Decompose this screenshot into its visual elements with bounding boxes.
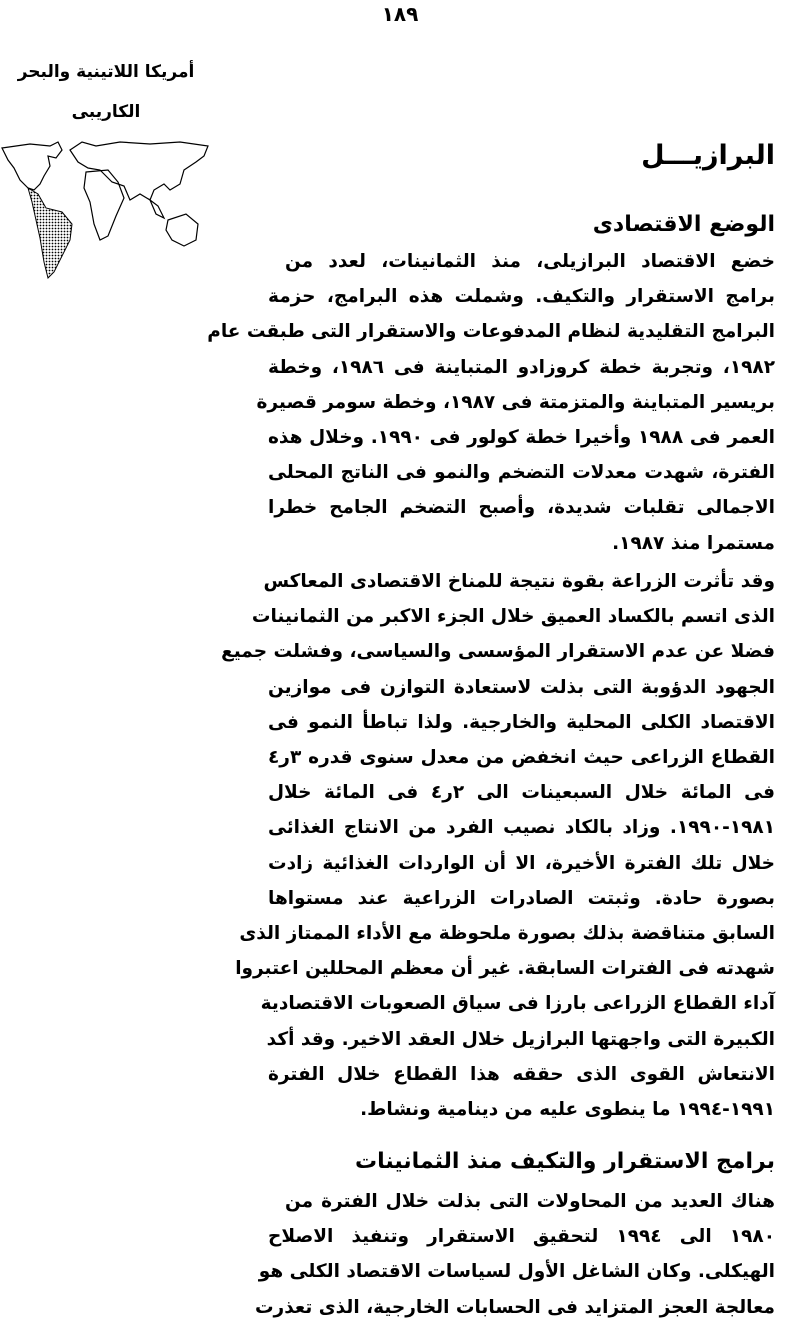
paragraph-line: السابق متناقضة بذلك بصورة ملحوظة مع الأداء الممتاز الذى [239, 923, 775, 944]
paragraph-line: العمر فى ١٩٨٨ وأخيرا خطة كولور فى ١٩٩٠. وخلال هذه [268, 427, 775, 448]
sidebar-region-title-line1: أمريكا اللاتينية والبحر [17, 62, 195, 82]
paragraph-line: فضلا عن عدم الاستقرار المؤسسى والسياسى، وفشلت جميع [221, 641, 775, 663]
page-title: البرازيـــل [641, 140, 775, 171]
paragraph-line: بصورة حادة. وثبتت الصادرات الزراعية عند مستواها [268, 887, 775, 909]
paragraph-line: ١٩٨١-١٩٩٠. وزاد بالكاد نصيب الفرد من الانتاج الغذائى [268, 817, 775, 839]
paragraph-line: مستمرا منذ ١٩٨٧. [612, 532, 775, 554]
page-number: ١٨٩ [381, 2, 419, 26]
paragraph-line: البرامج التقليدية لنظام المدفوعات والاستقرار التى طبقت عام [207, 321, 775, 343]
paragraph-line: ١٩٩١-١٩٩٤ ما ينطوى عليه من دينامية ونشاط. [360, 1099, 775, 1120]
paragraph-line: معالجة العجز المتزايد فى الحسابات الخارجية، الذى تعذرت [254, 1296, 775, 1318]
australia-outline [166, 214, 198, 246]
paragraph-line: ١٩٨٠ الى ١٩٩٤ لتحقيق الاستقرار وتنفيذ الاصلاح [268, 1226, 775, 1248]
paragraph-line: الهيكلى. وكان الشاغل الأول لسياسات الاقتصاد الكلى هو [258, 1261, 775, 1283]
paragraph-line: الفترة، شهدت معدلات التضخم والنمو فى الناتج المحلى [268, 462, 775, 484]
paragraph-line: فى المائة خلال السبعينات الى ٢ر٤ فى المائة خلال [268, 782, 775, 804]
paragraph-line: خلال تلك الفترة الأخيرة، الا أن الواردات الغذائية زادت [268, 852, 775, 874]
paragraph-line: ١٩٨٢، وتجربة خطة كروزادو المتباينة فى ١٩٨٦، وخطة [268, 356, 775, 378]
latin-america-highlight [28, 188, 72, 278]
paragraph-line: هناك العديد من المحاولات التى بذلت خلال الفترة من [285, 1191, 775, 1212]
paragraph-line: الجهود الدؤوبة التى بذلت لاستعادة التوازن فى موازين [268, 676, 775, 698]
africa-outline [84, 170, 124, 240]
paragraph-line: الاقتصاد الكلى المحلية والخارجية. ولذا تباطأ النمو فى [268, 711, 775, 733]
paragraph-line: آداء القطاع الزراعى بارزا فى سياق الصعوبات الاقتصادية [260, 993, 775, 1015]
paragraph-line: شهدته فى الفترات السابقة. غير أن معظم المحللين اعتبروا [235, 958, 775, 980]
paragraph-line: الانتعاش القوى الذى حققه هذا القطاع خلال الفترة [268, 1063, 775, 1085]
section-heading: الوضع الاقتصادى [592, 212, 775, 237]
paragraph-line: الاجمالى تقلبات شديدة، وأصبح التضخم الجامح خطرا [268, 497, 775, 519]
section-heading: برامج الاستقرار والتكيف منذ الثمانينات [355, 1149, 775, 1174]
sidebar-region-title-line2: الكاريبى [71, 102, 141, 122]
paragraph-line: خضع الاقتصاد البرازيلى، منذ الثمانينات، لعدد من [285, 251, 775, 272]
paragraph-line: القطاع الزراعى حيث انخفض من معدل سنوى قدره ٣ر٤ [268, 747, 775, 768]
paragraph-line: بريسير المتباينة والمتزمتة فى ١٩٨٧، وخطة سومر قصيرة [256, 391, 775, 413]
paragraph-line: وقد تأثرت الزراعة بقوة نتيجة للمناخ الاقتصادى المعاكس [263, 571, 775, 592]
paragraph-line: الكبيرة التى واجهتها البرازيل خلال العقد الاخير. وقد أكد [266, 1028, 775, 1050]
north-america-outline [2, 142, 62, 190]
paragraph-line: برامج الاستقرار والتكيف. وشملت هذه البرامج، حزمة [268, 286, 775, 308]
paragraph-line: الذى اتسم بالكساد العميق خلال الجزء الاكبر من الثمانينات [251, 606, 775, 628]
world-map-icon [0, 140, 212, 280]
southeast-asia-outline [150, 200, 164, 218]
